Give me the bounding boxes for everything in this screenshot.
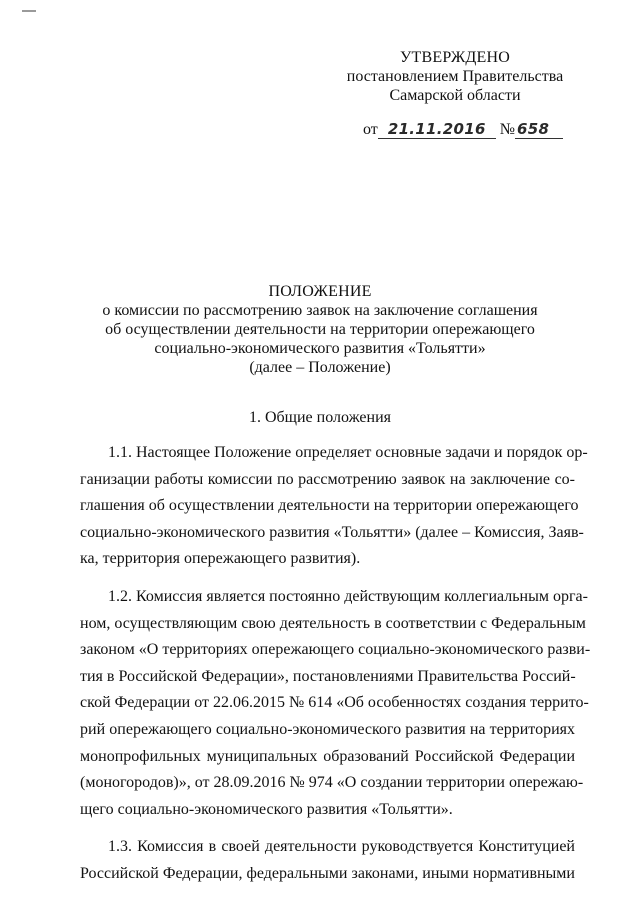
text-line: Российской Федерации, федеральными законами, иными нормативными <box>80 864 575 882</box>
text-line: законом «О территориях опережающего социально-экономического разви- <box>80 641 591 659</box>
text-line: (моногородов)», от 28.09.2016 № 974 «О создании территории опережаю- <box>80 774 584 792</box>
text-line: ка, территория опережающего развития). <box>80 550 361 568</box>
paragraph-1-1 <box>80 440 588 573</box>
text-line: ном, осуществляющим свою деятельность в соответствии с Федеральным <box>80 614 586 632</box>
approval-line-resolution: постановлением Правительства <box>346 68 564 85</box>
document-title: ПОЛОЖЕНИЕ <box>268 283 372 300</box>
document-subtitle-line-2: об осуществлении деятельности на территории опережающего <box>105 321 535 338</box>
date-prefix: от <box>363 121 378 138</box>
text-line: глашения об осуществлении деятельности на территории опережающего <box>80 497 579 515</box>
number-handwritten: 658 <box>515 120 563 139</box>
text-line: тия в Российской Федерации», постановлениями Правительства Россий- <box>80 667 576 685</box>
text-line: рий опережающего социально-экономического развития на территориях <box>80 720 575 738</box>
approval-date-line <box>363 120 583 144</box>
text-line: 1.2. Комиссия является постоянно действующим коллегиальным орга- <box>108 587 588 605</box>
paragraph-1-3 <box>80 834 575 887</box>
text-line: 1.3. Комиссия в своей деятельности руководствуется Конституцией <box>108 838 575 856</box>
approval-title: УТВЕРЖДЕНО <box>399 49 510 66</box>
text-line: щего социально-экономического развития «Тольятти». <box>80 800 453 818</box>
document-body <box>80 440 591 888</box>
text-line: 1.1. Настоящее Положение определяет основные задачи и порядок ор- <box>108 444 588 461</box>
paragraph-1-2 <box>80 584 591 823</box>
date-handwritten: 21.11.2016 <box>378 120 496 139</box>
text-line: ганизации работы комиссии по рассмотрению заявок на заключение со- <box>80 470 575 488</box>
document-subtitle-line-3: социально-экономического развития «Тольятти» <box>154 340 486 357</box>
text-line: монопрофильных муниципальных образований Российской Федерации <box>80 747 575 765</box>
document-title-block <box>60 282 580 377</box>
document-subtitle-line-4: (далее – Положение) <box>249 359 391 376</box>
document-subtitle-line-1: о комиссии по рассмотрению заявок на заключение соглашения <box>102 302 538 319</box>
number-prefix: № <box>499 121 516 138</box>
approval-line-region: Самарской области <box>389 87 521 104</box>
text-line: ской Федерации от 22.06.2015 № 614 «Об особенностях создания террито- <box>80 694 589 712</box>
text-line: социально-экономического развития «Тольятти» (далее – Комиссия, Заяв- <box>80 523 584 541</box>
scan-mark <box>22 10 36 12</box>
section-heading: 1. Общие положения <box>248 409 392 426</box>
approval-block <box>330 48 580 105</box>
